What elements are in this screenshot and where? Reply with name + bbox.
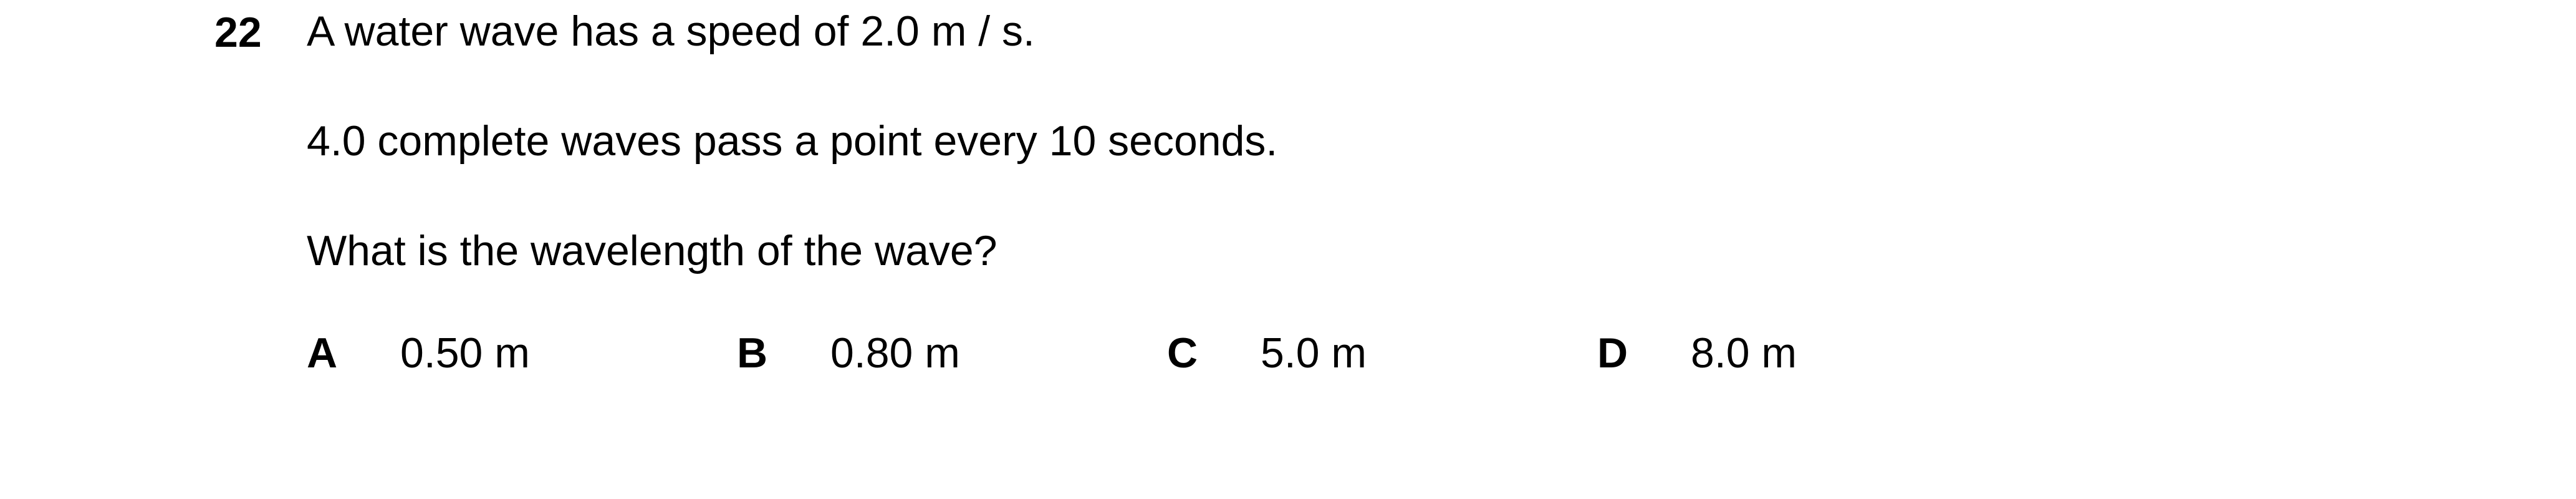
question-statement-frequency: 4.0 complete waves pass a point every 10 seconds. (307, 117, 1278, 165)
option-d-letter[interactable]: D (1597, 329, 1628, 377)
option-b-value[interactable]: 0.80 m (830, 329, 960, 377)
option-b-letter[interactable]: B (737, 329, 768, 377)
option-a-letter[interactable]: A (307, 329, 338, 377)
question-number: 22 (214, 9, 262, 56)
question-statement-speed: A water wave has a speed of 2.0 m / s. (307, 7, 1035, 55)
option-c-letter[interactable]: C (1167, 329, 1198, 377)
question-prompt: What is the wavelength of the wave? (307, 227, 997, 274)
option-c-value[interactable]: 5.0 m (1261, 329, 1367, 377)
option-d-value[interactable]: 8.0 m (1691, 329, 1797, 377)
option-a-value[interactable]: 0.50 m (400, 329, 530, 377)
